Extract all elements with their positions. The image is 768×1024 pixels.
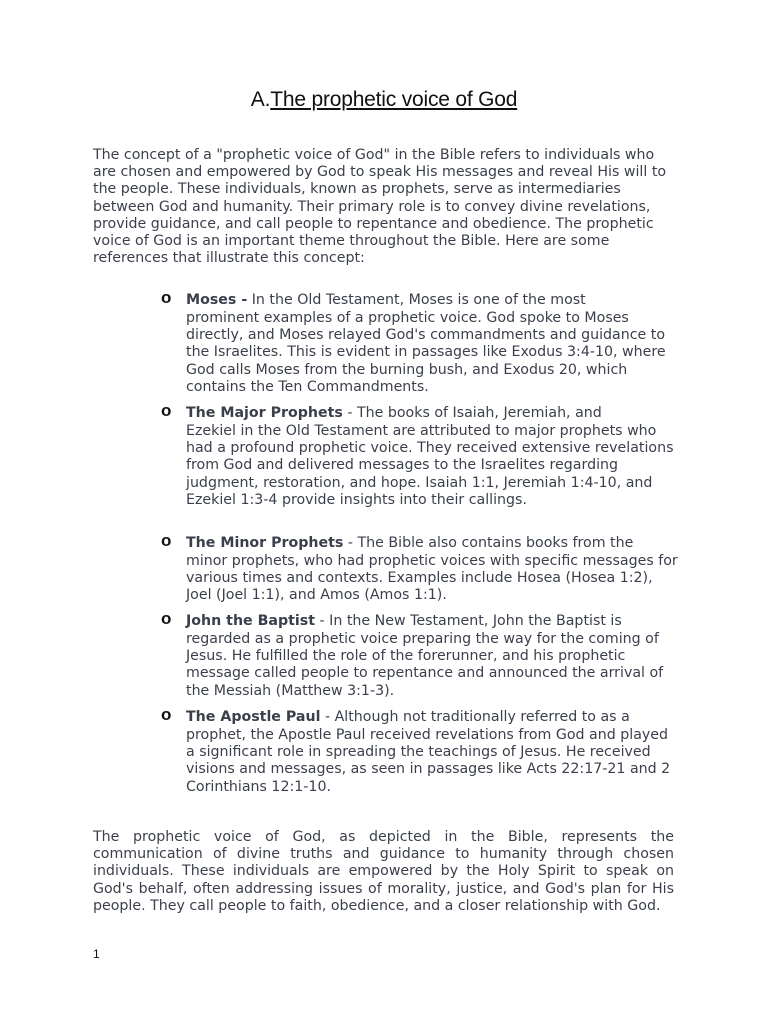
item-text: prophet, the Apostle Paul received revelations from God and played a significant role in spreading the teachings of Jesus. He received visions and messages, as seen in passages like Acts 22:17-21 and 2 Corinthians 12:1-10. xyxy=(186,727,671,795)
bullet-icon: o xyxy=(161,531,172,550)
item-first-text: - Although not traditionally referred to as a xyxy=(320,709,630,725)
reference-list xyxy=(161,290,681,796)
item-text: Ezekiel in the Old Testament are attributed to major prophets who had a profound prophetic voice. They received extensive revelations from God and delivered messages to the Israelites regarding judgment, restoration, and hope. Isaiah 1:1, Jeremiah 1:4-10, and Ezekiel 1:3-4 provide insights into their callings. xyxy=(186,423,674,508)
item-name: Moses - xyxy=(186,292,248,308)
intro-paragraph: The concept of a "prophetic voice of God" in the Bible refers to individuals who are chosen and empowered by God to speak His messages and reveal His will to the people. These individuals, known as prophets, serve as intermediaries between God and humanity. Their primary role is to convey divine revelations, provide guidance, and call people to repentance and obedience. The prophetic voice of God is an important theme throughout the Bible. Here are some references that illustrate this concept: xyxy=(93,147,667,267)
bullet-icon: o xyxy=(161,705,172,724)
item-first-line xyxy=(186,611,681,631)
page-title xyxy=(0,88,768,112)
list-item xyxy=(161,403,681,533)
item-first-text: In the Old Testament, Moses is one of the most xyxy=(247,292,586,308)
item-name: The Minor Prophets xyxy=(186,535,344,551)
conclusion-paragraph: The prophetic voice of God, as depicted in the Bible, represents the communication of divine truths and guidance to humanity through chosen individuals. These individuals are empowered by the Holy Spirit to speak on God's behalf, often addressing issues of morality, justice, and God's plan for His people. They call people to faith, obedience, and a closer relationship with God. xyxy=(93,829,674,914)
item-text: minor prophets, who had prophetic voices with specific messages for various times and contexts. Examples include Hosea (Hosea 1:2), Joel (Joel 1:1), and Amos (Amos 1:1). xyxy=(186,553,678,604)
list-item xyxy=(161,290,681,403)
item-name: The Apostle Paul xyxy=(186,709,321,725)
list-item xyxy=(161,611,681,707)
bullet-icon: o xyxy=(161,609,172,628)
item-first-text: - The books of Isaiah, Jeremiah, and xyxy=(342,405,602,421)
item-name: The Major Prophets xyxy=(186,405,343,421)
title-text: The prophetic voice of God xyxy=(270,88,518,111)
bullet-icon: o xyxy=(161,288,172,307)
item-first-line xyxy=(186,533,681,553)
item-first-line xyxy=(186,707,681,727)
item-name: John the Baptist xyxy=(186,613,316,629)
item-first-text: - In the New Testament, John the Baptist is xyxy=(315,613,622,629)
list-item xyxy=(161,533,681,611)
item-first-line xyxy=(186,403,681,423)
page-number: 1 xyxy=(93,947,100,961)
item-text: prominent examples of a prophetic voice. God spoke to Moses directly, and Moses relayed God's commandments and guidance to the Israelites. This is evident in passages like Exodus 3:4-10, where God calls Moses from the burning bush, and Exodus 20, which contains the Ten Commandments. xyxy=(186,310,666,395)
list-item xyxy=(161,707,681,796)
item-first-text: - The Bible also contains books from the xyxy=(343,535,634,551)
title-prefix: A. xyxy=(250,88,271,111)
bullet-icon: o xyxy=(161,401,172,420)
item-first-line xyxy=(186,290,681,310)
item-text: regarded as a prophetic voice preparing the way for the coming of Jesus. He fulfilled the role of the forerunner, and his prophetic message called people to repentance and announced the arrival of the Messiah (Matthew 3:1-3). xyxy=(186,631,664,699)
